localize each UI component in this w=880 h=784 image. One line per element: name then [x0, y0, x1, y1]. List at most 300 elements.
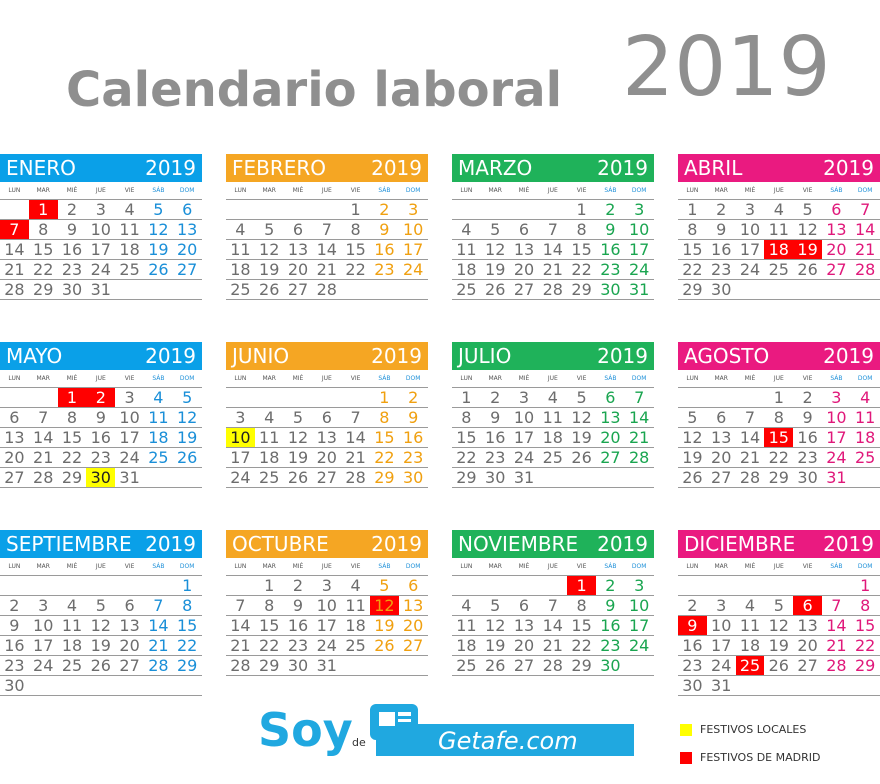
day-cell: 25 — [148, 448, 169, 467]
day-cell: 16 — [600, 240, 621, 259]
month-header — [678, 342, 880, 370]
day-cell: 22 — [571, 636, 592, 655]
month-name: JULIO — [458, 344, 512, 368]
weekday-label: DOM — [179, 563, 195, 570]
month-name: MAYO — [6, 344, 63, 368]
day-cell: 31 — [513, 468, 535, 487]
day-cell: 8 — [182, 596, 193, 615]
day-cell — [255, 200, 284, 219]
day-cell: 2 — [687, 596, 698, 615]
day-cell: 27 — [403, 636, 424, 655]
day-cell — [144, 468, 173, 487]
day-cell: 30 — [797, 468, 818, 487]
weekday-headers — [226, 370, 428, 387]
weekday-label: VIE — [576, 187, 587, 194]
week-row — [226, 220, 428, 240]
day-cell: 15 — [682, 240, 703, 259]
month-name: FEBRERO — [232, 156, 327, 180]
day-cell — [144, 280, 173, 299]
month-header — [678, 530, 880, 558]
day-cell: 21 — [4, 260, 25, 279]
day-cell — [538, 468, 567, 487]
month-julio — [452, 342, 654, 488]
logo-getafe: Getafe.com — [438, 727, 578, 755]
month-header — [0, 342, 202, 370]
day-cell: 24 — [826, 448, 847, 467]
day-cell: 11 — [768, 220, 789, 239]
logo-de: de — [352, 736, 366, 749]
week-row — [0, 656, 202, 676]
weekday-label: DOM — [179, 187, 195, 194]
day-cell — [510, 200, 539, 219]
day-cell: 3 — [744, 200, 756, 219]
day-cell — [736, 676, 765, 695]
month-mayo — [0, 342, 202, 488]
day-cell: 28 — [629, 448, 650, 467]
day-cell: 13 — [316, 428, 337, 447]
week-row — [678, 676, 880, 696]
day-cell: 15 — [345, 240, 366, 259]
day-cell: 7 — [547, 596, 558, 615]
day-cell — [173, 280, 202, 299]
day-cell — [399, 656, 428, 675]
weekday-label: MIÉ — [518, 563, 530, 570]
week-row — [452, 428, 654, 448]
month-year: 2019 — [371, 532, 422, 556]
day-cell — [0, 388, 29, 407]
day-cell: 9 — [66, 220, 78, 239]
weekday-label: JUE — [95, 187, 106, 194]
day-cell: 11 — [739, 616, 761, 635]
day-grid — [226, 387, 428, 488]
day-cell — [58, 576, 87, 595]
weekday-label: LUN — [234, 563, 247, 570]
week-row — [0, 636, 202, 656]
day-cell: 12 — [177, 408, 198, 427]
day-cell: 9 — [292, 596, 304, 615]
week-row — [678, 220, 880, 240]
day-cell: 9 — [9, 616, 20, 635]
day-cell — [86, 576, 115, 595]
day-grid — [678, 387, 880, 488]
day-cell: 30 — [600, 280, 621, 299]
day-cell: 11 — [61, 616, 83, 635]
day-cell: 4 — [860, 388, 871, 407]
weekday-label: MAR — [36, 187, 50, 194]
day-cell: 2 — [605, 576, 616, 595]
day-cell: 11 — [230, 240, 251, 259]
weekday-label: VIE — [802, 375, 813, 382]
day-cell: 6 — [292, 220, 304, 239]
day-cell: 28 — [739, 468, 761, 487]
day-cell: 16 — [403, 428, 424, 447]
day-cell: 6 — [793, 596, 822, 615]
month-octubre — [226, 530, 428, 676]
day-cell: 3 — [831, 388, 842, 407]
day-grid — [226, 199, 428, 300]
day-cell: 10 — [629, 220, 650, 239]
month-header — [226, 530, 428, 558]
day-cell: 7 — [860, 200, 871, 219]
weekday-label: JUE — [547, 563, 558, 570]
day-cell: 5 — [773, 596, 784, 615]
day-cell: 6 — [9, 408, 20, 427]
day-cell: 1 — [687, 200, 698, 219]
weekday-label: LUN — [686, 375, 699, 382]
day-cell: 23 — [600, 260, 621, 279]
day-cell: 26 — [374, 636, 395, 655]
day-cell: 29 — [61, 468, 83, 487]
day-cell: 15 — [177, 616, 198, 635]
day-cell — [173, 676, 202, 695]
day-cell: 9 — [605, 596, 616, 615]
day-cell: 21 — [345, 448, 366, 467]
day-cell: 29 — [571, 656, 592, 675]
day-cell: 15 — [374, 428, 395, 447]
day-cell: 25 — [119, 260, 140, 279]
day-cell: 1 — [379, 388, 390, 407]
weekday-label: LUN — [460, 563, 473, 570]
day-cell: 2 — [292, 576, 304, 595]
day-cell — [736, 280, 765, 299]
weekday-label: JUE — [773, 563, 784, 570]
day-cell: 27 — [513, 280, 535, 299]
day-cell: 30 — [485, 468, 506, 487]
weekday-label: JUE — [773, 187, 784, 194]
day-cell: 10 — [90, 220, 111, 239]
day-cell: 27 — [797, 656, 818, 675]
week-row — [678, 636, 880, 656]
day-cell: 18 — [148, 428, 169, 447]
day-grid — [0, 575, 202, 696]
day-cell: 1 — [264, 576, 275, 595]
day-cell: 25 — [736, 656, 765, 675]
day-cell: 19 — [682, 448, 703, 467]
day-cell: 27 — [4, 468, 25, 487]
weekday-label: MAR — [714, 187, 728, 194]
day-cell: 20 — [177, 240, 198, 259]
week-row — [226, 240, 428, 260]
day-cell: 23 — [287, 636, 309, 655]
month-enero — [0, 154, 202, 300]
day-cell: 23 — [600, 636, 621, 655]
day-cell: 29 — [259, 656, 280, 675]
day-cell: 19 — [148, 240, 169, 259]
day-cell: 13 — [119, 616, 140, 635]
day-cell: 11 — [456, 240, 477, 259]
day-cell: 8 — [461, 408, 472, 427]
day-cell: 20 — [119, 636, 140, 655]
day-cell: 27 — [600, 448, 621, 467]
day-cell: 5 — [292, 408, 304, 427]
week-row — [678, 596, 880, 616]
day-cell: 24 — [711, 656, 732, 675]
day-cell: 3 — [38, 596, 49, 615]
day-cell — [115, 576, 144, 595]
month-year: 2019 — [597, 344, 648, 368]
day-cell: 20 — [711, 448, 732, 467]
month-year: 2019 — [371, 156, 422, 180]
month-header — [226, 154, 428, 182]
weekday-label: SÁB — [604, 187, 617, 194]
day-cell: 25 — [855, 448, 876, 467]
month-name: AGOSTO — [684, 344, 770, 368]
day-cell — [115, 280, 144, 299]
day-cell: 13 — [513, 240, 535, 259]
day-cell — [625, 656, 654, 675]
weekday-label: MAR — [36, 563, 50, 570]
day-cell: 15 — [33, 240, 54, 259]
day-cell: 5 — [379, 576, 390, 595]
day-cell: 2 — [379, 200, 390, 219]
day-cell: 1 — [182, 576, 193, 595]
day-cell: 26 — [148, 260, 169, 279]
page-year: 2019 — [622, 20, 831, 115]
week-row — [0, 220, 202, 240]
day-cell: 13 — [600, 408, 621, 427]
day-cell: 4 — [264, 408, 275, 427]
day-cell: 15 — [855, 616, 876, 635]
day-cell: 18 — [61, 636, 83, 655]
day-cell: 12 — [287, 428, 309, 447]
day-cell: 22 — [682, 260, 703, 279]
month-header — [452, 154, 654, 182]
week-row — [226, 260, 428, 280]
day-cell: 28 — [148, 656, 169, 675]
day-cell: 25 — [345, 636, 366, 655]
day-grid — [0, 387, 202, 488]
day-cell: 21 — [739, 448, 761, 467]
day-cell: 21 — [629, 428, 650, 447]
day-cell: 27 — [119, 656, 140, 675]
day-cell: 10 — [629, 596, 650, 615]
day-cell: 7 — [153, 596, 164, 615]
day-cell: 14 — [33, 428, 54, 447]
month-header — [452, 530, 654, 558]
day-cell: 12 — [259, 240, 280, 259]
day-cell: 31 — [711, 676, 732, 695]
day-cell: 6 — [408, 576, 419, 595]
day-cell — [567, 468, 596, 487]
week-row — [452, 280, 654, 300]
week-row — [0, 616, 202, 636]
day-cell: 1 — [29, 200, 58, 219]
day-cell: 19 — [485, 260, 506, 279]
day-cell: 31 — [119, 468, 140, 487]
day-cell — [29, 576, 58, 595]
local-holiday-swatch — [680, 724, 692, 736]
weekday-label: DOM — [631, 375, 647, 382]
day-cell: 23 — [4, 656, 25, 675]
weekday-label: MIÉ — [66, 375, 78, 382]
day-cell — [452, 576, 481, 595]
day-cell: 14 — [316, 240, 337, 259]
day-cell: 28 — [316, 280, 337, 299]
day-cell: 26 — [768, 656, 789, 675]
day-cell: 10 — [119, 408, 140, 427]
day-cell — [764, 280, 793, 299]
day-cell: 12 — [571, 408, 592, 427]
month-name: OCTUBRE — [232, 532, 329, 556]
day-cell: 9 — [802, 408, 813, 427]
day-cell: 3 — [518, 388, 530, 407]
day-cell: 19 — [793, 240, 822, 259]
day-cell — [115, 676, 144, 695]
day-cell: 28 — [230, 656, 251, 675]
week-row — [452, 636, 654, 656]
day-cell: 19 — [485, 636, 506, 655]
day-cell: 30 — [61, 280, 83, 299]
day-cell: 12 — [148, 220, 169, 239]
weekday-headers — [0, 182, 202, 199]
weekday-label: MIÉ — [66, 563, 78, 570]
day-cell: 10 — [403, 220, 424, 239]
day-cell: 30 — [403, 468, 424, 487]
month-noviembre — [452, 530, 654, 676]
day-cell: 26 — [259, 280, 280, 299]
day-cell: 28 — [33, 468, 54, 487]
day-cell: 5 — [264, 220, 275, 239]
day-cell: 30 — [86, 468, 115, 487]
week-row — [0, 408, 202, 428]
day-cell: 12 — [797, 220, 818, 239]
weekday-label: JUE — [773, 375, 784, 382]
month-year: 2019 — [823, 156, 874, 180]
weekday-label: MAR — [714, 375, 728, 382]
weekday-label: MAR — [262, 563, 276, 570]
day-cell — [341, 656, 370, 675]
day-cell — [284, 200, 313, 219]
week-row — [678, 428, 880, 448]
week-row — [452, 260, 654, 280]
weekday-label: JUE — [321, 563, 332, 570]
weekday-label: LUN — [8, 187, 21, 194]
day-cell: 16 — [485, 428, 506, 447]
day-cell: 14 — [148, 616, 169, 635]
day-cell: 25 — [456, 656, 477, 675]
weekday-label: MIÉ — [292, 187, 304, 194]
day-cell — [284, 388, 313, 407]
month-year: 2019 — [145, 156, 196, 180]
day-cell — [144, 576, 173, 595]
day-cell: 10 — [513, 408, 535, 427]
weekday-label: LUN — [686, 563, 699, 570]
day-cell: 13 — [711, 428, 732, 447]
day-cell: 19 — [259, 260, 280, 279]
day-cell — [793, 280, 822, 299]
day-cell: 17 — [513, 428, 535, 447]
day-cell: 17 — [403, 240, 424, 259]
weekday-label: VIE — [576, 375, 587, 382]
week-row — [678, 240, 880, 260]
day-cell — [226, 200, 255, 219]
day-cell: 29 — [571, 280, 592, 299]
weekday-label: VIE — [802, 187, 813, 194]
day-cell: 16 — [797, 428, 818, 447]
weekday-label: SÁB — [152, 375, 165, 382]
day-cell: 21 — [542, 260, 563, 279]
day-cell: 12 — [90, 616, 111, 635]
day-cell: 20 — [403, 616, 424, 635]
month-agosto — [678, 342, 880, 488]
day-cell: 25 — [259, 468, 280, 487]
day-cell: 22 — [61, 448, 83, 467]
day-cell: 14 — [4, 240, 25, 259]
month-year: 2019 — [823, 532, 874, 556]
weekday-label: JUE — [547, 375, 558, 382]
weekday-label: LUN — [234, 375, 247, 382]
day-cell: 9 — [605, 220, 616, 239]
day-cell: 6 — [518, 596, 530, 615]
day-cell: 26 — [682, 468, 703, 487]
day-cell: 20 — [826, 240, 847, 259]
day-cell: 5 — [687, 408, 698, 427]
week-row — [226, 200, 428, 220]
day-cell: 5 — [802, 200, 813, 219]
day-cell — [851, 676, 880, 695]
day-cell: 25 — [456, 280, 477, 299]
day-cell: 21 — [33, 448, 54, 467]
day-cell: 27 — [513, 656, 535, 675]
month-marzo — [452, 154, 654, 300]
week-row — [226, 576, 428, 596]
day-cell: 17 — [90, 240, 111, 259]
month-name: ABRIL — [684, 156, 743, 180]
day-cell: 14 — [230, 616, 251, 635]
day-cell — [793, 576, 822, 595]
day-cell: 3 — [408, 200, 419, 219]
day-cell: 1 — [58, 388, 87, 407]
month-abril — [678, 154, 880, 300]
day-cell — [144, 676, 173, 695]
week-row — [678, 408, 880, 428]
soy-de-getafe-logo — [258, 698, 638, 768]
weekday-label: DOM — [857, 187, 873, 194]
day-cell: 8 — [38, 220, 49, 239]
day-cell: 1 — [860, 576, 871, 595]
day-cell: 21 — [826, 636, 847, 655]
day-cell: 3 — [716, 596, 727, 615]
day-cell: 12 — [768, 616, 789, 635]
weekday-label: MIÉ — [744, 375, 756, 382]
day-cell: 6 — [182, 200, 193, 219]
month-header — [0, 530, 202, 558]
day-cell: 18 — [230, 260, 251, 279]
day-cell: 16 — [4, 636, 25, 655]
day-cell: 29 — [682, 280, 703, 299]
day-cell: 8 — [687, 220, 698, 239]
day-cell — [822, 280, 851, 299]
weekday-label: DOM — [179, 375, 195, 382]
week-row — [678, 448, 880, 468]
weekday-label: LUN — [686, 187, 699, 194]
weekday-label: SÁB — [830, 375, 843, 382]
day-cell: 18 — [764, 240, 793, 259]
day-cell: 12 — [485, 240, 506, 259]
day-cell: 29 — [456, 468, 477, 487]
month-year: 2019 — [823, 344, 874, 368]
day-cell: 20 — [287, 260, 309, 279]
day-cell: 6 — [605, 388, 616, 407]
day-cell: 17 — [826, 428, 847, 447]
day-grid — [452, 575, 654, 676]
weekday-label: JUE — [95, 563, 106, 570]
weekday-headers — [678, 182, 880, 199]
day-cell: 24 — [316, 636, 337, 655]
weekday-label: SÁB — [604, 375, 617, 382]
day-cell: 24 — [629, 636, 650, 655]
weekday-label: MIÉ — [292, 375, 304, 382]
